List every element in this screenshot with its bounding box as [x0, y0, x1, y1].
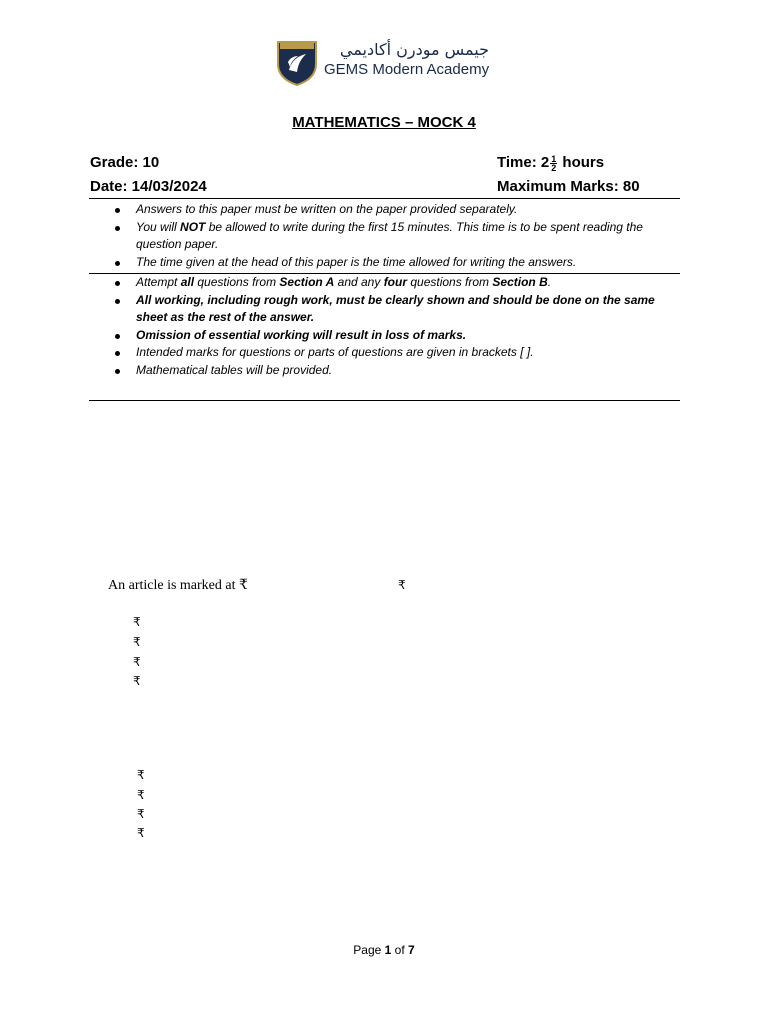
- school-crest-logo: [276, 40, 318, 86]
- instruction-item: The time given at the head of this paper is the time allowed for writing the answers.: [108, 254, 678, 272]
- rupee-symbol: ₹: [133, 635, 141, 649]
- bullet-icon: [115, 351, 120, 356]
- general-instructions: [108, 201, 678, 271]
- time-fraction-denominator: 2: [551, 162, 557, 173]
- rupee-symbol: ₹: [133, 615, 141, 629]
- bullet-icon: [115, 226, 120, 231]
- page-number: Page 1 of 7: [353, 943, 415, 957]
- instruction-item: Attempt all questions from Section A and any four questions from Section B.: [108, 274, 678, 292]
- instruction-item: Answers to this paper must be written on the paper provided separately.: [108, 201, 678, 219]
- max-marks-label: Maximum Marks: 80: [497, 178, 640, 195]
- instruction-item: Mathematical tables will be provided.: [108, 362, 678, 380]
- time-label: [497, 154, 604, 172]
- rupee-symbol: ₹: [137, 807, 145, 821]
- question-text: An article is marked at ₹: [108, 578, 248, 593]
- time-fraction: [550, 155, 557, 172]
- instruction-item: Intended marks for questions or parts of questions are given in brackets [ ].: [108, 344, 678, 362]
- instruction-item: You will NOT be allowed to write during the first 15 minutes. This time is to be spent reading the question paper.: [108, 219, 678, 254]
- instruction-item: Omission of essential working will result in loss of marks.: [108, 327, 678, 345]
- time-prefix: Time: 2: [497, 154, 550, 171]
- school-name-english: GEMS Modern Academy: [324, 61, 490, 78]
- exam-title: MATHEMATICS – MOCK 4: [292, 114, 476, 131]
- bullet-icon: [115, 208, 120, 213]
- instructions-bottom-divider: [89, 400, 680, 401]
- bullet-icon: [115, 261, 120, 266]
- rupee-symbol: ₹: [398, 578, 406, 592]
- rupee-symbol: ₹: [137, 788, 145, 802]
- school-name-arabic: جيمس مودرن أكاديمي: [339, 40, 489, 59]
- header-divider: [89, 198, 680, 199]
- date-label: Date: 14/03/2024: [90, 178, 207, 195]
- bullet-icon: [115, 281, 120, 286]
- grade-label: Grade: 10: [90, 154, 160, 171]
- instruction-item: All working, including rough work, must be clearly shown and should be done on the same sheet as the rest of the answer.: [108, 292, 678, 327]
- bullet-icon: [115, 369, 120, 374]
- bullet-icon: [115, 334, 120, 339]
- time-suffix: hours: [558, 154, 605, 171]
- section-instructions: [108, 274, 678, 379]
- rupee-symbol: ₹: [133, 674, 141, 688]
- bullet-icon: [115, 299, 120, 304]
- rupee-symbol: ₹: [137, 768, 145, 782]
- rupee-symbol: ₹: [137, 826, 145, 840]
- time-fraction-numerator: 1: [551, 153, 557, 164]
- rupee-symbol: ₹: [133, 655, 141, 669]
